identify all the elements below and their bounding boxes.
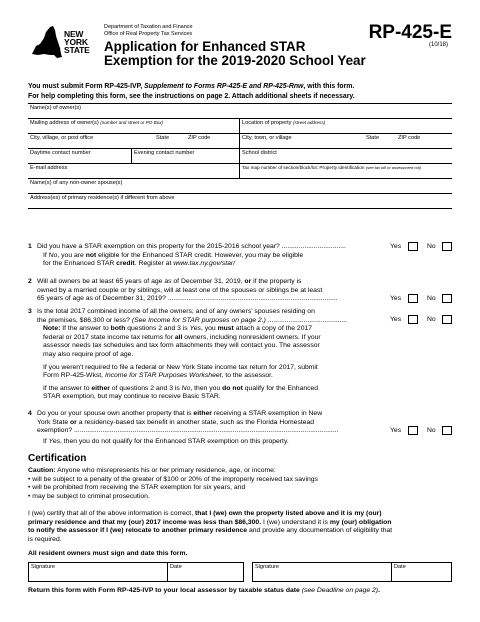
q3-note-l1-d: , you — [200, 325, 218, 333]
q4-no-checkbox[interactable] — [442, 426, 452, 435]
q1-no-checkbox[interactable] — [442, 242, 452, 251]
mailing-address-note: (number and street or PO Box) — [100, 120, 164, 125]
caution-label: Caution: — [28, 467, 56, 474]
q4-note-yes: Yes — [48, 437, 61, 445]
city-po-label: City, village, or post office — [30, 135, 94, 141]
signature-row — [28, 562, 452, 582]
non-owner-spouse-label: Name(s) of any non-owner spouse(s) — [30, 180, 123, 186]
footer-italic: (see Deadline on page 2) — [301, 587, 379, 594]
owners-name-label: Name(s) of owner(s) — [30, 105, 81, 111]
statement-l3-b: and provide any documentation of eligibility that — [247, 527, 393, 535]
school-district-label: School district — [242, 150, 277, 156]
q2-number: 2 — [28, 278, 32, 285]
q3-note-l1-e: attach a copy of the 2017 — [233, 325, 313, 333]
caution-text: Anyone who misrepresents his or her primary residence, age, or income: — [55, 467, 276, 474]
q3-p2-l2-a: Form RP-425-Wkst, — [43, 372, 105, 380]
intro-line1-post: , with this form. — [303, 83, 355, 90]
q3-number: 3 — [28, 308, 32, 315]
form-title — [104, 40, 366, 68]
form-title-line1: Application for Enhanced STAR — [104, 39, 306, 54]
q3-note-yes: Yes — [189, 325, 201, 333]
q4-l1-either: either — [193, 410, 212, 417]
city-town-field[interactable] — [240, 134, 452, 148]
city-town-label: City, town, or village — [242, 135, 292, 141]
owners-name-field[interactable] — [28, 104, 452, 118]
q1-yes-checkbox[interactable] — [408, 242, 418, 251]
row-contact — [28, 149, 452, 164]
q2-l3: 65 years of age as of December 31, 2019? .......................................................................................... — [37, 295, 338, 303]
primary-residence-label: Address(es) of primary residence(s) if different from above — [30, 195, 175, 201]
q4-l2-a: York State — [37, 418, 70, 426]
question-1 — [28, 243, 452, 273]
tax-map-field[interactable] — [240, 164, 452, 178]
new-york-state-map-icon — [30, 24, 64, 60]
daytime-phone-field[interactable] — [28, 149, 132, 163]
statement-l2-b: I (we) understand it is — [261, 518, 330, 526]
q1-text — [37, 243, 409, 269]
signature-label-1: Signature — [31, 564, 55, 570]
q4-l2-b: a residency-based tax benefit in another state, such as the Florida Homestead — [76, 418, 315, 426]
q4-number: 4 — [28, 410, 32, 417]
email-field[interactable] — [28, 164, 240, 178]
q2-no-label: No — [427, 295, 436, 302]
statement-l2-c: my (our) obligation — [329, 518, 392, 526]
property-location-note: (street address) — [293, 120, 326, 125]
q3-p2-l2-b: , to the assessor. — [221, 372, 273, 380]
row-email — [28, 164, 452, 179]
q3-l2-a: the premises, $86,300 or less? — [37, 316, 132, 324]
footer-end: . — [378, 587, 380, 594]
evening-phone-label: Evening contact number — [134, 150, 195, 156]
intro-line1-italic: Supplement to Forms RP-425-E and RP-425-Rnw — [144, 83, 304, 90]
q3-l2-b: .......................................... — [265, 316, 348, 324]
q3-l1: Is the total 2017 combined income of all the owners, and of any owners' spouses residing on — [37, 308, 315, 315]
form-number: RP-425-E — [368, 22, 452, 43]
q2-l2: owned by a married couple or by siblings, will at least one of the spouses or siblings be at least — [37, 286, 323, 294]
q3-note-l1-b: If the answer to — [60, 325, 111, 333]
q4-l3: exemption? ............................................................................................................................................ — [37, 427, 339, 435]
q3-note-l3: assessor needs tax schedules and tax form attachments they will contact you. The assessor — [43, 342, 320, 350]
q3-note-must: must — [217, 325, 234, 333]
row-primary-residence — [28, 194, 452, 209]
certification-statement — [28, 510, 452, 544]
property-zip-label: ZIP code — [398, 135, 421, 141]
q3-p3-no: No — [181, 384, 191, 392]
q1-note2-b: . Register at — [134, 260, 174, 268]
q3-p3-l1-a: If the answer to — [43, 384, 92, 392]
intro-instructions — [28, 82, 355, 102]
logo-line-state: STATE — [64, 45, 90, 55]
property-location-label: Location of property — [242, 120, 292, 126]
q1-note-no: No — [48, 251, 58, 259]
form-revision-date: (10/18) — [428, 42, 448, 48]
tax-map-label: Tax map number of section/block/lot: Property identification — [242, 165, 365, 170]
certification-heading: Certification — [28, 453, 87, 464]
city-po-field[interactable] — [28, 134, 240, 148]
q3-p3-l2: STAR exemption, but may continue to receive Basic STAR. — [43, 393, 221, 401]
caution-bullet-1: will be subject to a penalty of the greater of $100 or 20% of the improperly received tax savings — [32, 475, 318, 483]
q1-note-b: , you are — [57, 251, 86, 259]
question-2 — [28, 278, 452, 306]
q3-yes-checkbox[interactable] — [408, 315, 418, 324]
q3-p2-l2-i: Income for STAR Purposes Worksheet — [104, 372, 222, 380]
q4-l1-b: receiving a STAR exemption in New — [211, 410, 323, 417]
property-state-label: State — [366, 135, 380, 141]
signature-field-2[interactable] — [252, 562, 392, 582]
q1-yes-label: Yes — [390, 243, 402, 250]
q4-note-a: If — [43, 437, 49, 445]
q1-number: 1 — [28, 243, 32, 250]
date-field-2[interactable] — [392, 562, 452, 582]
question-4 — [28, 410, 452, 452]
mailing-state-label: State — [156, 135, 170, 141]
q3-p3-donot: do not — [222, 384, 243, 392]
statement-l3-a: to notify the assessor if I (we) relocate to another primary residence — [28, 527, 248, 535]
daytime-phone-label: Daytime contact number — [30, 150, 91, 156]
owner-info-grid — [28, 103, 452, 209]
q4-yes-label: Yes — [390, 427, 402, 434]
q3-note-l2-b: owners, including nonresident owners. If your — [182, 333, 321, 341]
signature-field-1[interactable] — [28, 562, 168, 582]
q3-yes-label: Yes — [390, 316, 402, 323]
q3-p2-l1: If you weren't required to file a federal or New York State income tax return for 2017, submit — [43, 363, 318, 371]
mailing-address-label: Mailing address of owner(s) — [30, 120, 99, 126]
row-city — [28, 134, 452, 149]
q1-note-not: not — [85, 251, 97, 259]
q3-note-l4: may also require proof of age. — [43, 350, 134, 358]
q3-note-all: all — [174, 333, 183, 341]
q1-note2-a: for the Enhanced STAR — [43, 260, 117, 268]
statement-l1-b: that I (we) own the property listed above and it is my (our) — [194, 510, 382, 517]
tax-map-note: (see tax bill or assessment roll) — [365, 165, 421, 170]
logo-line-york: YORK — [64, 37, 88, 47]
department-block — [104, 24, 193, 38]
statement-l2-a: primary residence and that my (our) 2017 income was less than $86,300. — [28, 518, 262, 526]
mailing-address-field[interactable] — [28, 119, 240, 133]
q3-text — [37, 308, 409, 402]
date-label-1: Date — [170, 564, 182, 570]
mailing-zip-label: ZIP code — [188, 135, 211, 141]
return-instructions — [28, 587, 380, 594]
q4-l1-a: Do you or your spouse own another property that is — [37, 410, 194, 417]
caution-block: Caution: Anyone who misrepresents his or her primary residence, age, or income: • will be subject to a penalty of the greater of $100 or 20% of the improperly received tax savings • will be prohibited from receiving the STAR exemption for six years, and • may be subject to criminal prosecution. — [28, 467, 318, 500]
statement-l4: is required. — [28, 535, 62, 543]
q1-note-c: eligible for the Enhanced STAR credit. However, you may be eligible — [96, 251, 304, 259]
q1-question: Did you have a STAR exemption on this property for the 2015-2016 school year? .................................. — [37, 243, 346, 250]
logo-line-new: NEW — [64, 29, 84, 39]
signature-label-2: Signature — [255, 564, 279, 570]
q3-note-l1-c: questions 2 and 3 is — [125, 325, 190, 333]
row-owners — [28, 104, 452, 119]
q3-note-label: Note: — [43, 325, 61, 333]
q2-no-checkbox[interactable] — [442, 294, 452, 303]
intro-line1-pre: You must submit Form RP-425-IVP, — [28, 83, 145, 90]
nys-logo — [30, 24, 100, 64]
q3-no-checkbox[interactable] — [442, 315, 452, 324]
q4-l2-or: or — [70, 418, 77, 426]
intro-line2: For help completing this form, see the instructions on page 2. Attach additional sheets if necessary. — [28, 93, 355, 100]
q3-p3-l1-c: , then you — [190, 384, 223, 392]
q1-note2-url: www.tax.ny.gov/star/ — [173, 260, 236, 268]
q3-p3-l1-d: qualify for the Enhanced — [242, 384, 319, 392]
q3-note-l2-a: federal or 2017 state income tax returns for — [43, 333, 175, 341]
date-field-1[interactable] — [168, 562, 244, 582]
q2-l1-or: or — [244, 278, 252, 285]
q3-l2-i: (See Income for STAR purposes on page 2.) — [131, 316, 266, 324]
q2-l1-a: Will all owners be at least 65 years of age as of December 31, 2019, — [37, 278, 245, 285]
q1-note2-credit: credit — [116, 260, 135, 268]
school-district-field[interactable] — [240, 149, 452, 163]
property-location-field[interactable] — [240, 119, 452, 133]
row-addresses — [28, 119, 452, 134]
evening-phone-field[interactable] — [132, 149, 240, 163]
email-label: E-mail address — [30, 165, 68, 171]
q4-yes-checkbox[interactable] — [408, 426, 418, 435]
q1-note-a: If — [43, 251, 49, 259]
q3-note-both: both — [110, 325, 126, 333]
q4-text — [37, 410, 409, 446]
q4-no-label: No — [427, 427, 436, 434]
q2-yes-checkbox[interactable] — [408, 294, 418, 303]
q1-no-label: No — [427, 243, 436, 250]
q3-p3-l1-b: of questions 2 and 3 is — [109, 384, 182, 392]
q2-l1-b: if the property is — [251, 278, 302, 285]
non-owner-spouse-field[interactable] — [28, 179, 452, 193]
primary-residence-field[interactable] — [28, 194, 452, 208]
q4-note-b: , then you do not qualify for the Enhanced STAR exemption on this property. — [60, 437, 289, 445]
caution-bullet-2: will be prohibited from receiving the STAR exemption for six years, and — [32, 484, 246, 492]
q3-no-label: No — [427, 316, 436, 323]
footer-text: Return this form with Form RP-425-IVP to your local assessor by taxable status date — [28, 587, 302, 594]
row-non-owner — [28, 179, 452, 194]
caution-bullet-3: may be subject to criminal prosecution. — [32, 492, 150, 500]
all-owners-sign: All resident owners must sign and date this form. — [28, 550, 188, 557]
q3-p3-either: either — [91, 384, 110, 392]
date-label-2: Date — [394, 564, 406, 570]
department-name: Department of Taxation and Finance — [104, 24, 193, 30]
form-title-line2: Exemption for the 2019-2020 School Year — [104, 53, 366, 68]
q2-yes-label: Yes — [390, 295, 402, 302]
office-name: Office of Real Property Tax Services — [104, 31, 193, 37]
statement-l1-a: I (we) certify that all of the above information is correct, — [28, 510, 195, 517]
q2-text — [37, 278, 409, 304]
